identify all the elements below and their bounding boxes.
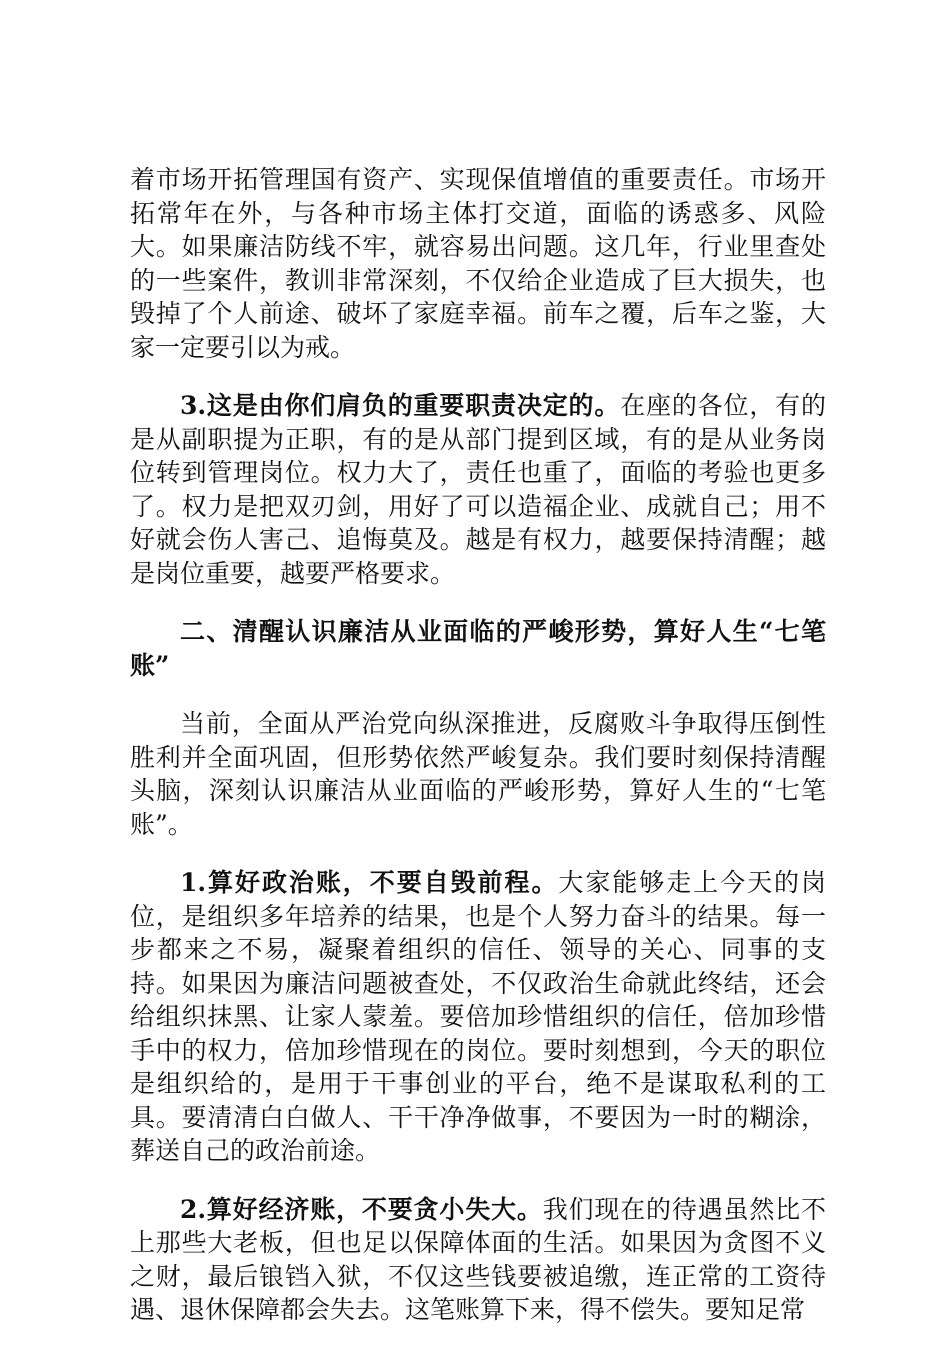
paragraph-point-2 <box>130 1193 826 1327</box>
paragraph-text: 在座的各位，有的是从副职提为正职，有的是从部门提到区域，有的是从业务岗位转到管理岗位。权力大了，责任也重了，面临的考验也更多了。权力是把双刃剑，用好了可以造福企业、成就自己；用不好就会伤人害己、追悔莫及。越是有权力，越要保持清醒；越是岗位重要，越要严格要求。 <box>130 391 826 588</box>
point-heading: 2.算好经济账，不要贪小失大。 <box>180 1194 543 1224</box>
point-heading: 1.算好政治账，不要自毁前程。 <box>180 868 559 897</box>
paragraph-point-3 <box>130 389 826 590</box>
paragraph-intro <box>130 707 826 841</box>
paragraph-text: 大家能够走上今天的岗位，是组织多年培养的结果，也是个人努力奋斗的结果。每一步都来之不易，凝聚着组织的信任、领导的关心、同事的支持。如果因为廉洁问题被查处，不仅政治生命就此终结，还会给组织抹黑、让家人蒙羞。要倍加珍惜组织的信任，倍加珍惜手中的权力，倍加珍惜现在的岗位。要时刻想到，今天的职位是组织给的，是用于干事创业的平台，绝不是谋取私利的工具。要清清白白做人、干干净净做事，不要因为一时的糊涂，葬送自己的政治前途。 <box>130 868 826 1165</box>
section-heading-2: 二、清醒认识廉洁从业面临的严峻形势，算好人生“七笔账” <box>130 617 826 680</box>
paragraph-text: 我们现在的待遇虽然比不上那些大老板，但也足以保障体面的生活。如果因为贪图不义之财，最后锒铛入狱，不仅这些钱要被追缴，连正常的工资待遇、退休保障都会失去。这笔账算下来，得不偿失。要知足常 <box>130 1194 826 1324</box>
point-heading: 3.这是由你们肩负的重要职责决定的。 <box>180 391 621 420</box>
document-body <box>130 163 826 1352</box>
paragraph-text: 当前，全面从严治党向纵深推进，反腐败斗争取得压倒性胜利并全面巩固，但形势依然严峻复杂。我们要时刻保持清醒头脑，深刻认识廉洁从业面临的严峻形势，算好人生的“七笔账”。 <box>130 709 826 839</box>
paragraph-point-1 <box>130 866 826 1168</box>
paragraph-continued <box>130 163 826 364</box>
paragraph-text: 着市场开拓管理国有资产、实现保值增值的重要责任。市场开拓常年在外，与各种市场主体打交道，面临的诱惑多、风险大。如果廉洁防线不牢，就容易出问题。这几年，行业里查处的一些案件，教训非常深刻，不仅给企业造成了巨大损失，也毁掉了个人前途、破坏了家庭幸福。前车之覆，后车之鉴，大家一定要引以为戒。 <box>130 165 826 362</box>
